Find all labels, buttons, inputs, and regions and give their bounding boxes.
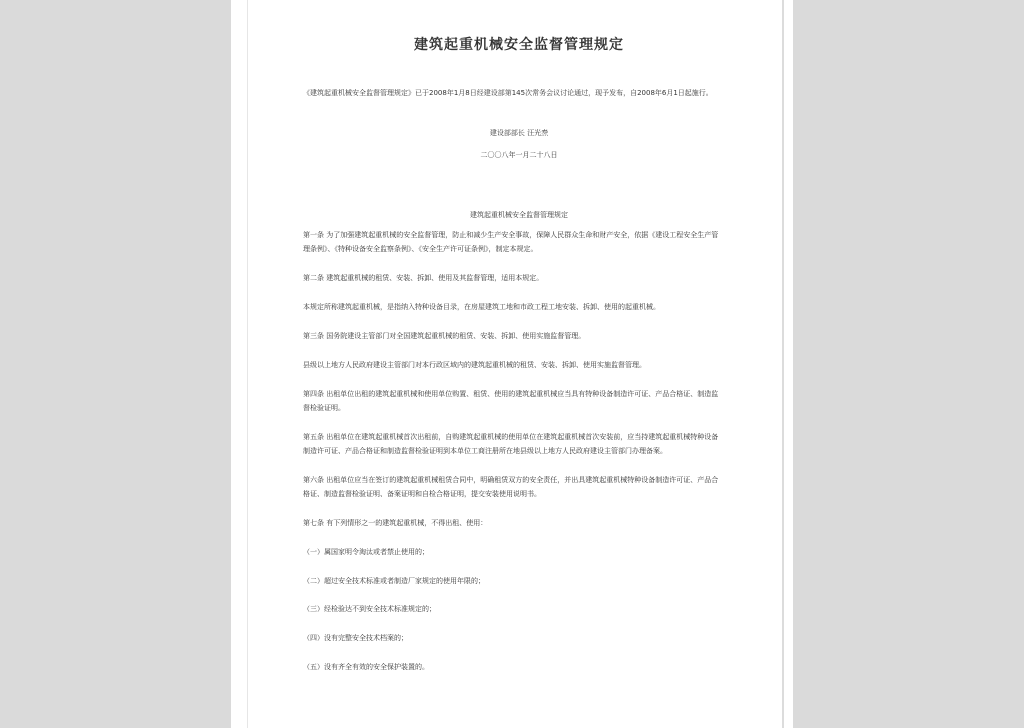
article-7-item-5: （五）没有齐全有效的安全保护装置的。 bbox=[303, 663, 429, 671]
issue-date: 二〇〇八年一月二十八日 bbox=[480, 151, 558, 159]
page-margin-line bbox=[247, 0, 248, 728]
article-5: 第五条 出租单位在建筑起重机械首次出租前，自购建筑起重机械的使用单位在建筑起重机械首次安装前，应当持建筑起重机械特种设备制造许可证、产品合格证和制造监督检验证明到本单位工商注册所在地县级以上地方人民政府建设主管部门办理备案。 bbox=[303, 433, 719, 455]
article-4: 第四条 出租单位出租的建筑起重机械和使用单位购置、租赁、使用的建筑起重机械应当具有特种设备制造许可证、产品合格证、制造监督检验证明。 bbox=[303, 390, 719, 412]
article-7-item-2: （二）超过安全技术标准或者制造厂家规定的使用年限的； bbox=[303, 577, 485, 585]
article-2: 第二条 建筑起重机械的租赁、安装、拆卸、使用及其监督管理，适用本规定。 bbox=[303, 274, 544, 282]
article-7-item-4: （四）没有完整安全技术档案的； bbox=[303, 634, 408, 642]
article-3-local: 县级以上地方人民政府建设主管部门对本行政区域内的建筑起重机械的租赁、安装、拆卸、使用实施监督管理。 bbox=[303, 361, 646, 369]
document-title: 建筑起重机械安全监督管理规定 bbox=[414, 37, 624, 53]
document-page bbox=[231, 0, 793, 728]
article-1: 第一条 为了加强建筑起重机械的安全监督管理，防止和减少生产安全事故，保障人民群众生命和财产安全，依据《建设工程安全生产管理条例》、《特种设备安全监察条例》、《安全生产许可证条例》，制定本规定。 bbox=[303, 231, 719, 253]
section-title: 建筑起重机械安全监督管理规定 bbox=[470, 211, 568, 219]
article-6: 第六条 出租单位应当在签订的建筑起重机械租赁合同中，明确租赁双方的安全责任，并出具建筑起重机械特种设备制造许可证、产品合格证、制造监督检验证明、备案证明和自检合格证明，提交安装使用说明书。 bbox=[303, 476, 719, 498]
signatory: 建设部部长 汪光焘 bbox=[489, 129, 549, 137]
article-7-item-1: （一）属国家明令淘汰或者禁止使用的； bbox=[303, 548, 429, 556]
article-7: 第七条 有下列情形之一的建筑起重机械，不得出租、使用： bbox=[303, 519, 488, 527]
preamble-text: 《建筑起重机械安全监督管理规定》已于2008年1月8日经建设部第145次常务会议讨论通过，现予发布，自2008年6月1日起施行。 bbox=[303, 89, 713, 97]
article-7-item-3: （三）经检验达不到安全技术标准规定的； bbox=[303, 605, 436, 613]
page-edge-shadow bbox=[782, 0, 784, 728]
article-2-definition: 本规定所称建筑起重机械，是指纳入特种设备目录，在房屋建筑工地和市政工程工地安装、拆卸、使用的起重机械。 bbox=[303, 303, 660, 311]
article-3: 第三条 国务院建设主管部门对全国建筑起重机械的租赁、安装、拆卸、使用实施监督管理。 bbox=[303, 332, 586, 340]
